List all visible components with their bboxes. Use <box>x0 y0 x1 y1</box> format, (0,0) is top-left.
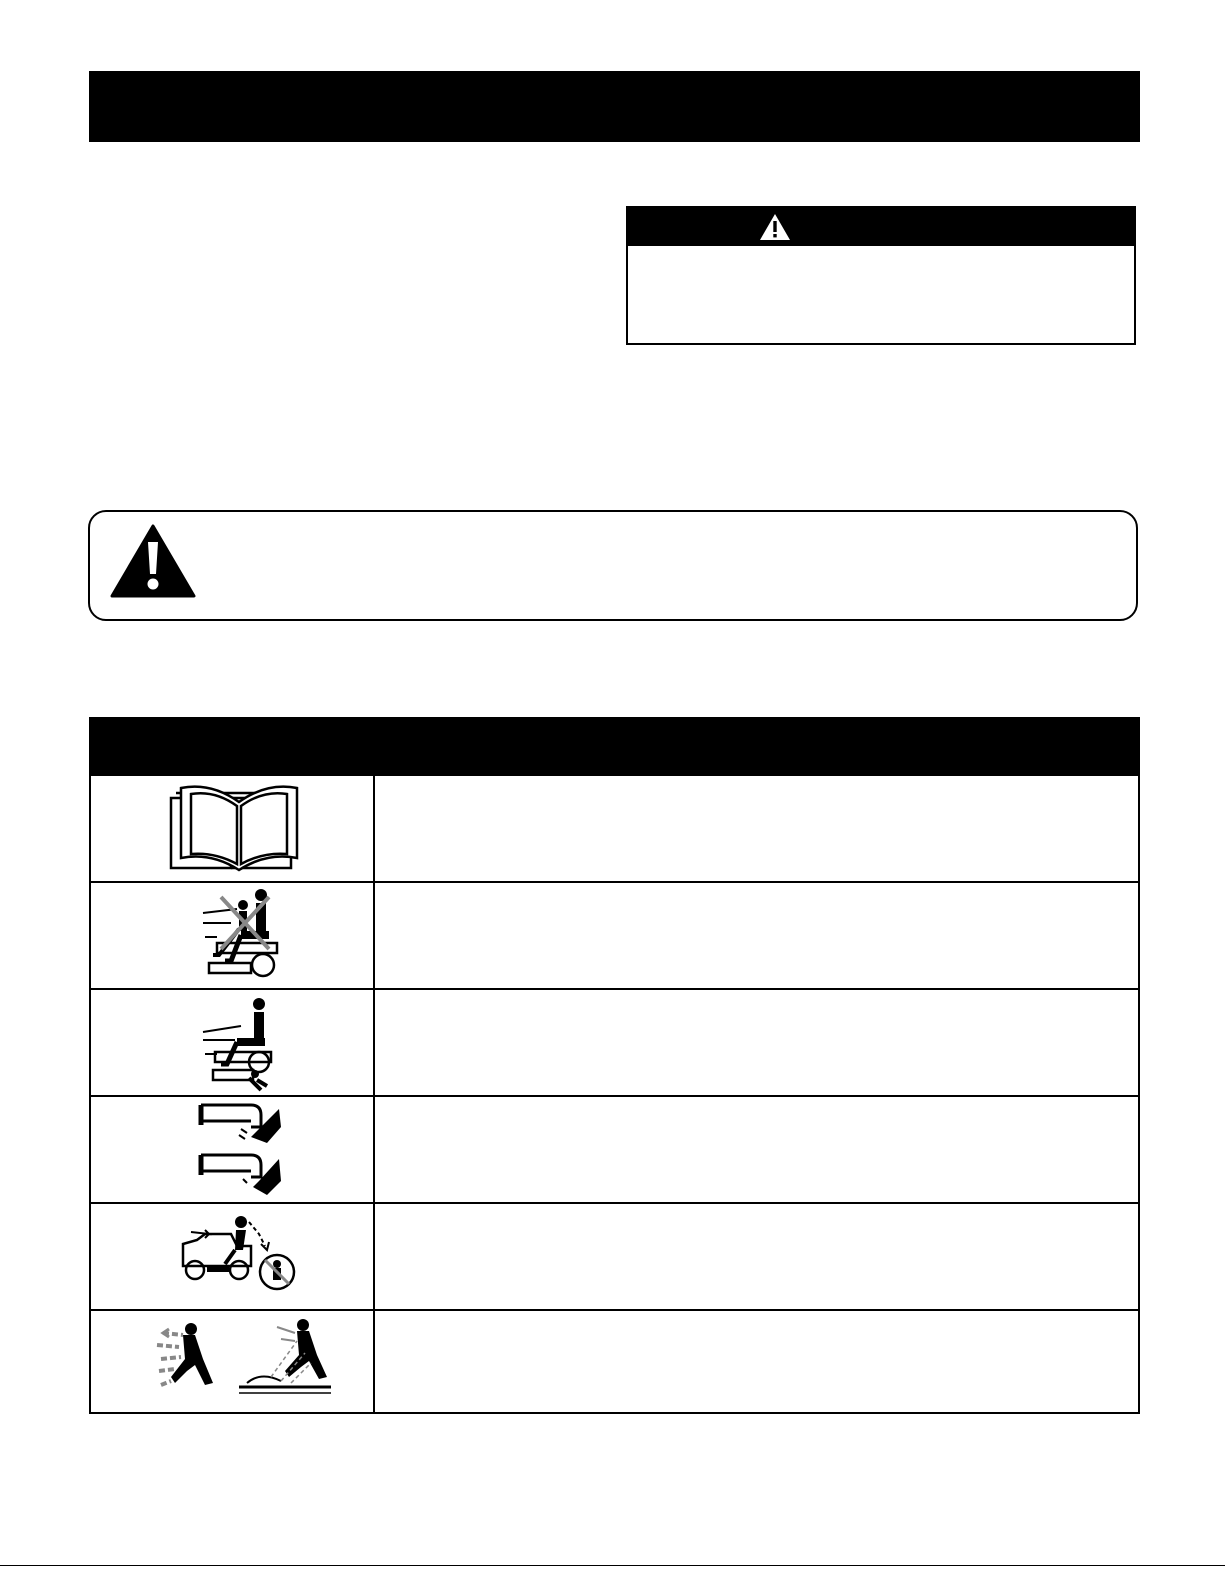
table-row <box>91 774 1138 881</box>
symbol-cell <box>91 883 375 988</box>
symbol-cell <box>91 1204 375 1309</box>
warning-triangle-icon <box>110 524 196 598</box>
safety-alert-panel <box>88 510 1138 621</box>
safety-symbols-table <box>89 717 1140 1414</box>
page-bottom-rule <box>0 1565 1225 1566</box>
warning-box <box>626 206 1136 345</box>
table-row <box>91 881 1138 988</box>
thrown-objects-icon <box>91 1311 373 1412</box>
table-row <box>91 1095 1138 1202</box>
symbol-cell <box>91 1097 375 1202</box>
table-row <box>91 1309 1138 1412</box>
backover-child-icon <box>91 990 373 1095</box>
symbol-cell <box>91 1311 375 1412</box>
operator-manual-icon <box>91 776 373 881</box>
blade-contact-icon <box>91 1097 373 1202</box>
warning-triangle-icon <box>759 213 791 241</box>
warning-box-header <box>628 208 1134 246</box>
symbol-cell <box>91 990 375 1095</box>
no-passengers-icon <box>91 883 373 988</box>
symbol-cell <box>91 776 375 881</box>
table-header <box>91 719 1138 774</box>
table-row <box>91 1202 1138 1309</box>
section-title-bar <box>89 71 1140 142</box>
table-row <box>91 988 1138 1095</box>
child-safety-icon <box>91 1204 373 1309</box>
